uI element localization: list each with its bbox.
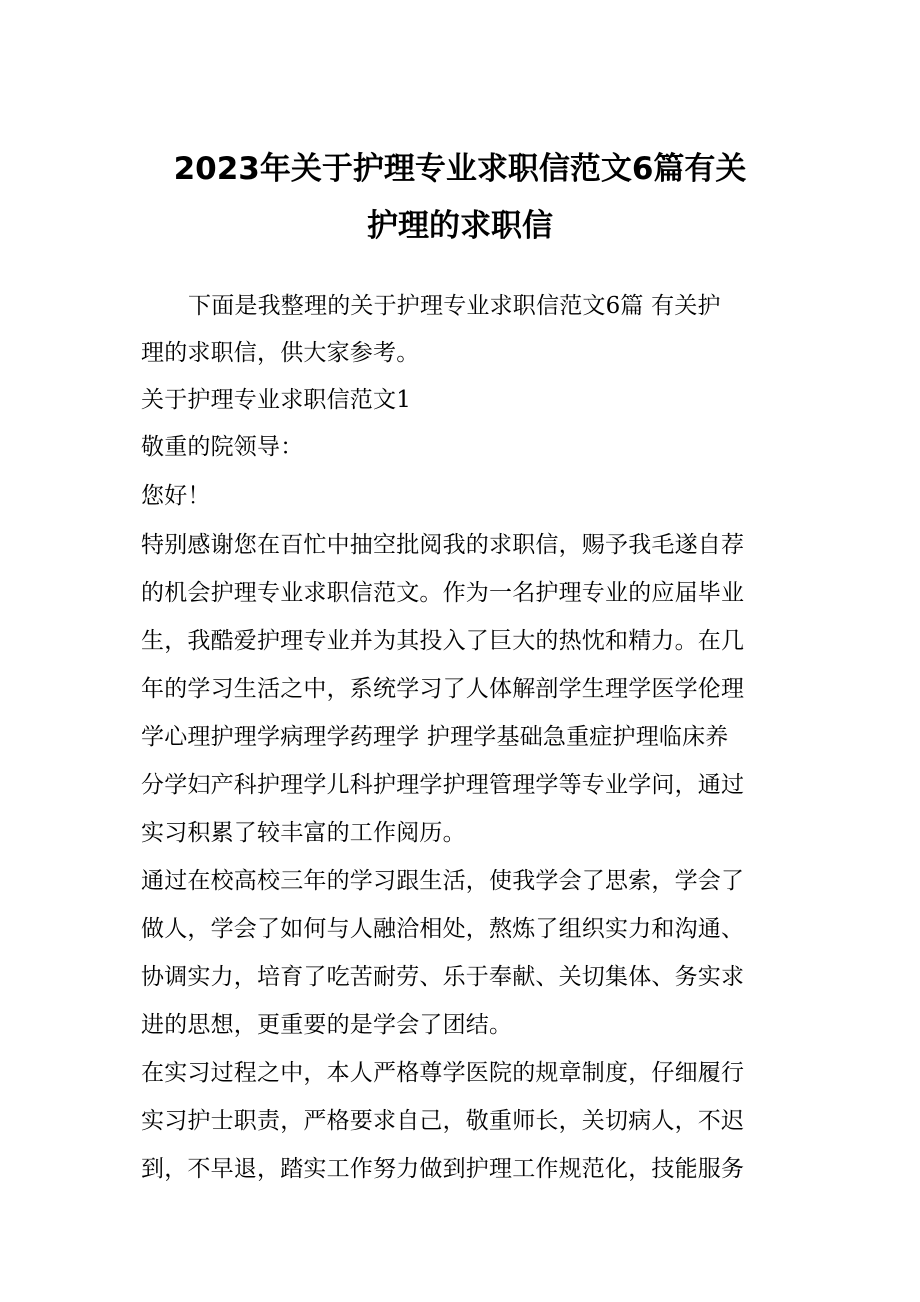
paragraph-1-line-7: 实习积累了较丰富的工作阅历。 <box>141 820 466 846</box>
paragraph-2-line-4: 进的思想，更重要的是学会了团结。 <box>141 1012 513 1038</box>
paragraph-1-line-1: 特别感谢您在百忙中抽空批阅我的求职信，赐予我毛遂自荐 <box>141 532 745 558</box>
paragraph-1-line-3: 生，我酷爱护理专业并为其投入了巨大的热忱和精力。在几 <box>141 628 745 654</box>
document-title-line-2: 护理的求职信 <box>367 208 553 244</box>
intro-paragraph-line-1: 下面是我整理的关于护理专业求职信范文6篇 有关护 <box>188 293 721 319</box>
paragraph-1-line-2: 的机会护理专业求职信范文。作为一名护理专业的应届毕业 <box>141 580 745 606</box>
paragraph-3-line-3: 到，不早退，踏实工作努力做到护理工作规范化，技能服务 <box>141 1156 745 1182</box>
greeting: 您好！ <box>141 483 211 509</box>
paragraph-3-line-2: 实习护士职责，严格要求自己，敬重师长，关切病人，不迟 <box>141 1108 745 1134</box>
paragraph-3-line-1: 在实习过程之中，本人严格尊学医院的规章制度，仔细履行 <box>141 1060 745 1086</box>
section-heading: 关于护理专业求职信范文1 <box>141 387 412 413</box>
paragraph-1-line-4: 年的学习生活之中，系统学习了人体解剖学生理学医学伦理 <box>141 676 745 702</box>
paragraph-2-line-1: 通过在校高校三年的学习跟生活，使我学会了思索，学会了 <box>141 868 745 894</box>
intro-paragraph-line-2: 理的求职信，供大家参考。 <box>141 340 420 366</box>
salutation: 敬重的院领导： <box>141 434 304 460</box>
paragraph-2-line-3: 协调实力，培育了吃苦耐劳、乐于奉献、关切集体、务实求 <box>141 964 745 990</box>
document-title-line-1: 2023年关于护理专业求职信范文6篇有关 <box>173 151 747 187</box>
paragraph-1-line-5: 学心理护理学病理学药理学 护理学基础急重症护理临床养 <box>141 724 729 750</box>
paragraph-2-line-2: 做人，学会了如何与人融洽相处，熬炼了组织实力和沟通、 <box>141 916 745 942</box>
paragraph-1-line-6: 分学妇产科护理学儿科护理学护理管理学等专业学问，通过 <box>141 772 745 798</box>
